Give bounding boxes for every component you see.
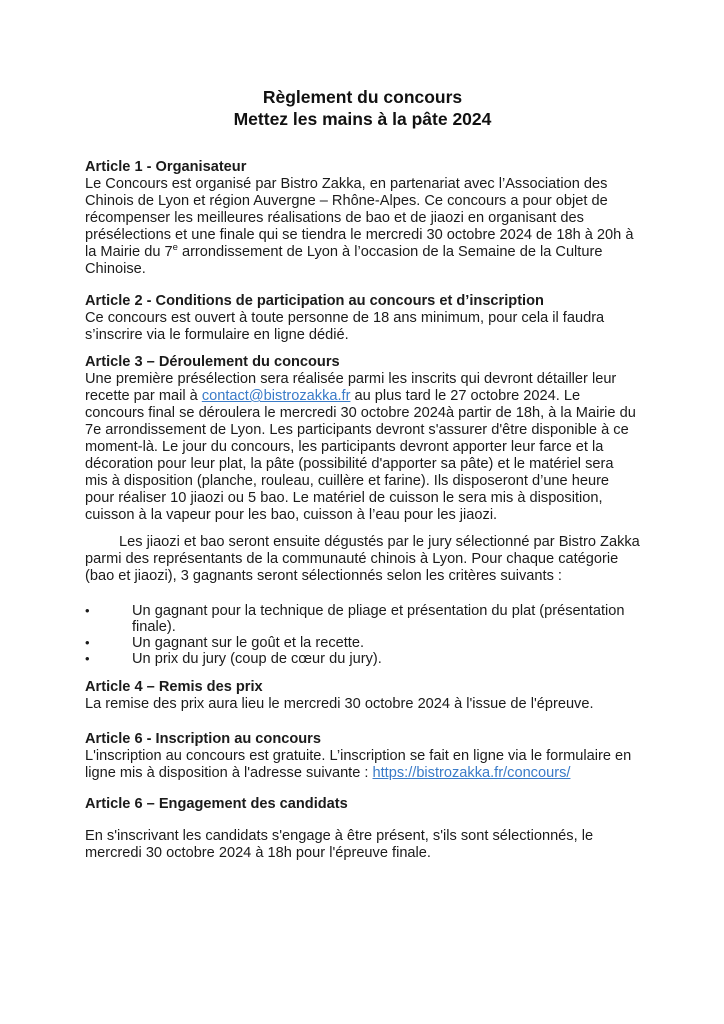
article-3-section [85,354,640,524]
article-4-heading: Article 4 – Remis des prix [85,679,263,695]
jury-paragraph: Les jiaozi et bao seront ensuite dégustés par le jury sélectionné par Bistro Zakka parmi des représentants de la communauté chinois à Lyon. Pour chaque catégorie (bao et jiaozi), 3 gagnants seront sélectionnés selon les critères suivants : [85,534,640,584]
article-1-heading: Article 1 - Organisateur [85,159,247,175]
list-item [85,603,640,635]
document-title-line-1: Règlement du concours [262,87,463,107]
article-2-heading: Article 2 - Conditions de participation au concours et d’inscription [85,293,544,309]
text-run: au plus tard le 27 octobre 2024. Le concours final se déroulera le mercredi 30 octobre 2024à partir de 18h, à la Mairie du 7e arrondissement de Lyon. Les participants devront s'assurer d'être disponible à ce moment-là. Le jour du concours, les participants devront apporter leur farce et la décoration pour leur plat, la pâte (possibilité d'apporter sa pâte) et le matériel sera mis à disposition (planche, rouleau, cuillère et farine). Ils disposeront d’une heure pour réaliser 10 jiaozi ou 5 bao. Le matériel de cuisson le sera mis à disposition, cuisson à la vapeur pour les bao, cuisson à l’eau pour les jiaozi. [85,388,636,523]
article-6-inscription-body [85,748,640,782]
list-item [85,635,640,651]
superscript-text: e [172,242,178,254]
bullet-icon: • [85,651,90,666]
list-item [85,651,640,667]
article-1-body [85,176,640,278]
article-3-body [85,371,640,524]
list-item-text: Un gagnant sur le goût et la recette. [132,635,365,651]
article-4-body: La remise des prix aura lieu le mercredi 30 octobre 2024 à l'issue de l'épreuve. [85,696,594,712]
article-2-body: Ce concours est ouvert à toute personne de 18 ans minimum, pour cela il faudra s’inscrire via le formulaire en ligne dédié. [85,310,605,343]
list-item-text: Un prix du jury (coup de cœur du jury). [132,651,382,667]
article-3-heading: Article 3 – Déroulement du concours [85,354,340,370]
text-run: Le Concours est organisé par Bistro Zakka, en partenariat avec l’Association des Chinois de Lyon et région Auvergne – Rhône-Alpes. Ce concours a pour objet de récompenser les meilleures réalisations de bao et de jiaozi en organisant des présélections et une finale qui se tiendra le mercredi 30 octobre 2024 de 18h à 20h à la Mairie du 7 [85,176,634,260]
article-2-section [85,293,640,344]
hyperlink[interactable]: https://bistrozakka.fr/concours/ [372,765,571,781]
article-6-engagement-heading: Article 6 – Engagement des candidats [85,796,348,812]
article-1-section [85,159,640,278]
article-6-inscription-section [85,731,640,782]
text-run: L'inscription au concours est gratuite. L’inscription se fait en ligne via le formulaire en ligne mis à disposition à l'adresse suivante : [85,748,632,781]
document-title-line-2: Mettez les mains à la pâte 2024 [233,109,492,129]
text-run: Une première présélection sera réalisée parmi les inscrits qui devront détailler leur recette par mail à [85,371,617,404]
article-6-engagement-body: En s'inscrivant les candidats s'engage à être présent, s'ils sont sélectionnés, le mercredi 30 octobre 2024 à 18h pour l'épreuve finale. [85,828,594,861]
article-6-inscription-heading: Article 6 - Inscription au concours [85,731,321,747]
document-title [85,86,640,130]
article-4-section [85,679,640,713]
criteria-list [85,603,640,667]
list-item-text: Un gagnant pour la technique de pliage et présentation du plat (présentation finale). [132,603,625,635]
hyperlink[interactable]: contact@bistrozakka.fr [201,388,351,404]
bullet-icon: • [85,635,90,650]
bullet-icon: • [85,603,90,618]
text-run: arrondissement de Lyon à l’occasion de la Semaine de la Culture Chinoise. [85,244,603,277]
